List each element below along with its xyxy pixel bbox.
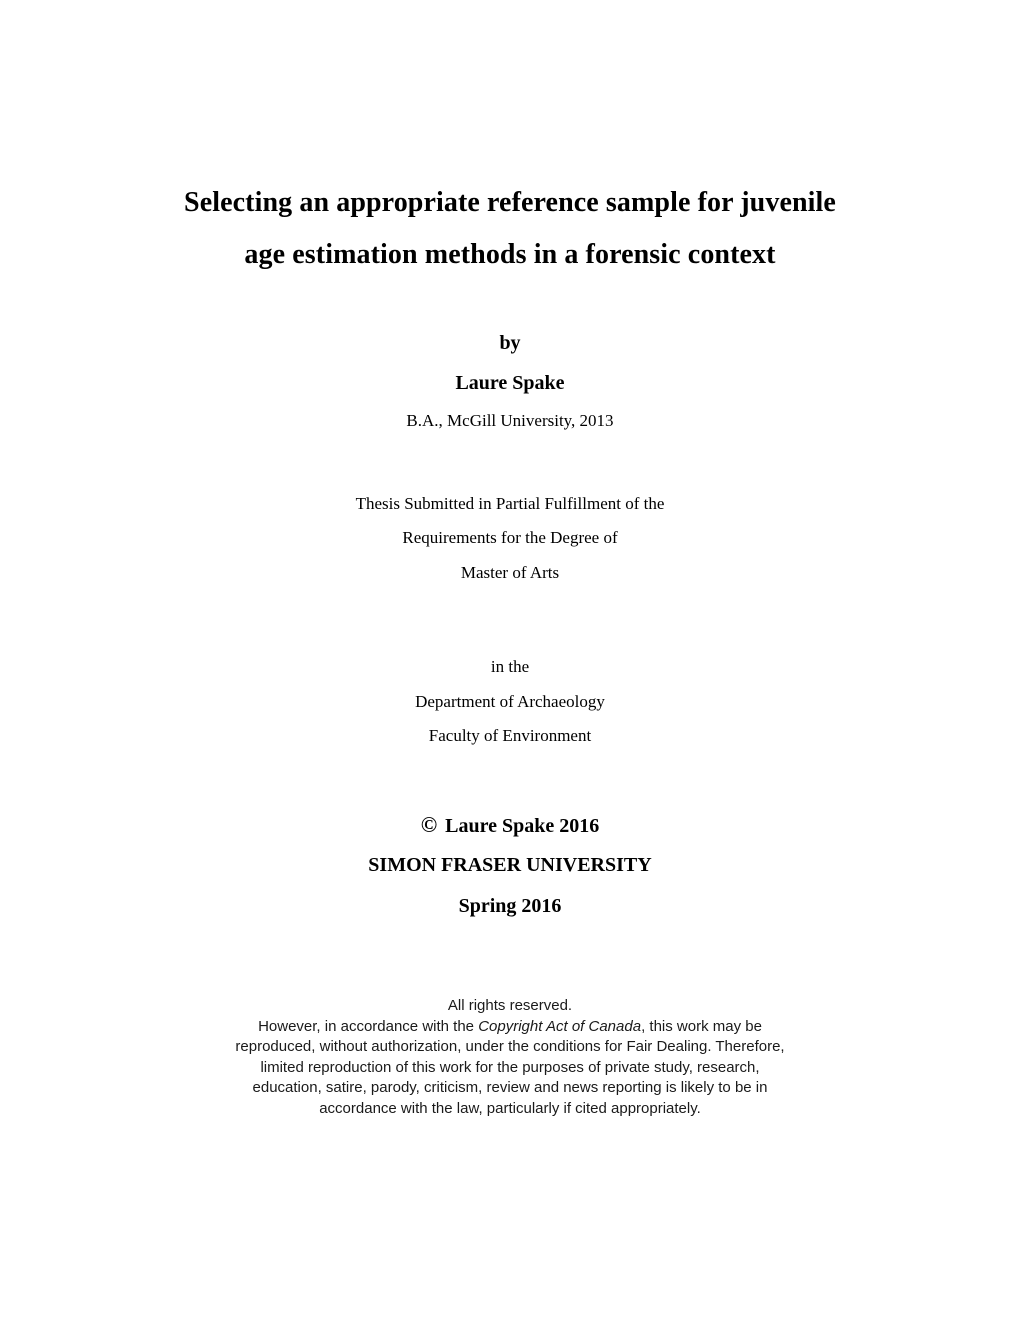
thesis-statement-line-2: Requirements for the Degree of <box>402 528 618 547</box>
rights-notice-line-1: All rights reserved. <box>447 997 573 1014</box>
thesis-statement-line-1: Thesis Submitted in Partial Fulfillment of the <box>355 494 665 513</box>
rights-notice-line-6: accordance with the law, particularly if cited appropriately. <box>319 1099 701 1117</box>
rights-notice-line-3: reproduced, without authorization, under the conditions for Fair Dealing. Therefore, <box>235 1038 785 1055</box>
rights-notice <box>0 996 1020 1119</box>
prior-degree: B.A., McGill University, 2013 <box>406 411 614 430</box>
rights-notice-line-2-pre: However, in accordance with the <box>258 1017 479 1035</box>
degree-name: Master of Arts <box>460 563 560 582</box>
author-name: Laure Spake <box>455 372 565 394</box>
thesis-title-line-2: age estimation methods in a forensic context <box>244 239 776 270</box>
department-name: Department of Archaeology <box>415 692 605 711</box>
copyright-act-title: Copyright Act of Canada <box>478 1017 642 1035</box>
rights-notice-line-4: limited reproduction of this work for the purposes of private study, research, <box>260 1058 760 1076</box>
rights-notice-line-5: education, satire, parody, criticism, review and news reporting is likely to be in <box>252 1079 768 1096</box>
rights-notice-line-2 <box>0 1017 1020 1038</box>
rights-notice-line-2-post: , this work may be <box>641 1017 762 1035</box>
copyright-line <box>0 812 1020 839</box>
faculty-name: Faculty of Environment <box>428 726 592 745</box>
university-name: SIMON FRASER UNIVERSITY <box>368 854 652 876</box>
term: Spring 2016 <box>458 895 562 917</box>
thesis-title-line-1: Selecting an appropriate reference sample for juvenile <box>184 187 836 218</box>
copyright-holder-year: Laure Spake 2016 <box>445 815 600 837</box>
by-label: by <box>499 332 521 354</box>
in-the-label: in the <box>490 657 530 676</box>
copyright-icon: © <box>420 812 438 837</box>
